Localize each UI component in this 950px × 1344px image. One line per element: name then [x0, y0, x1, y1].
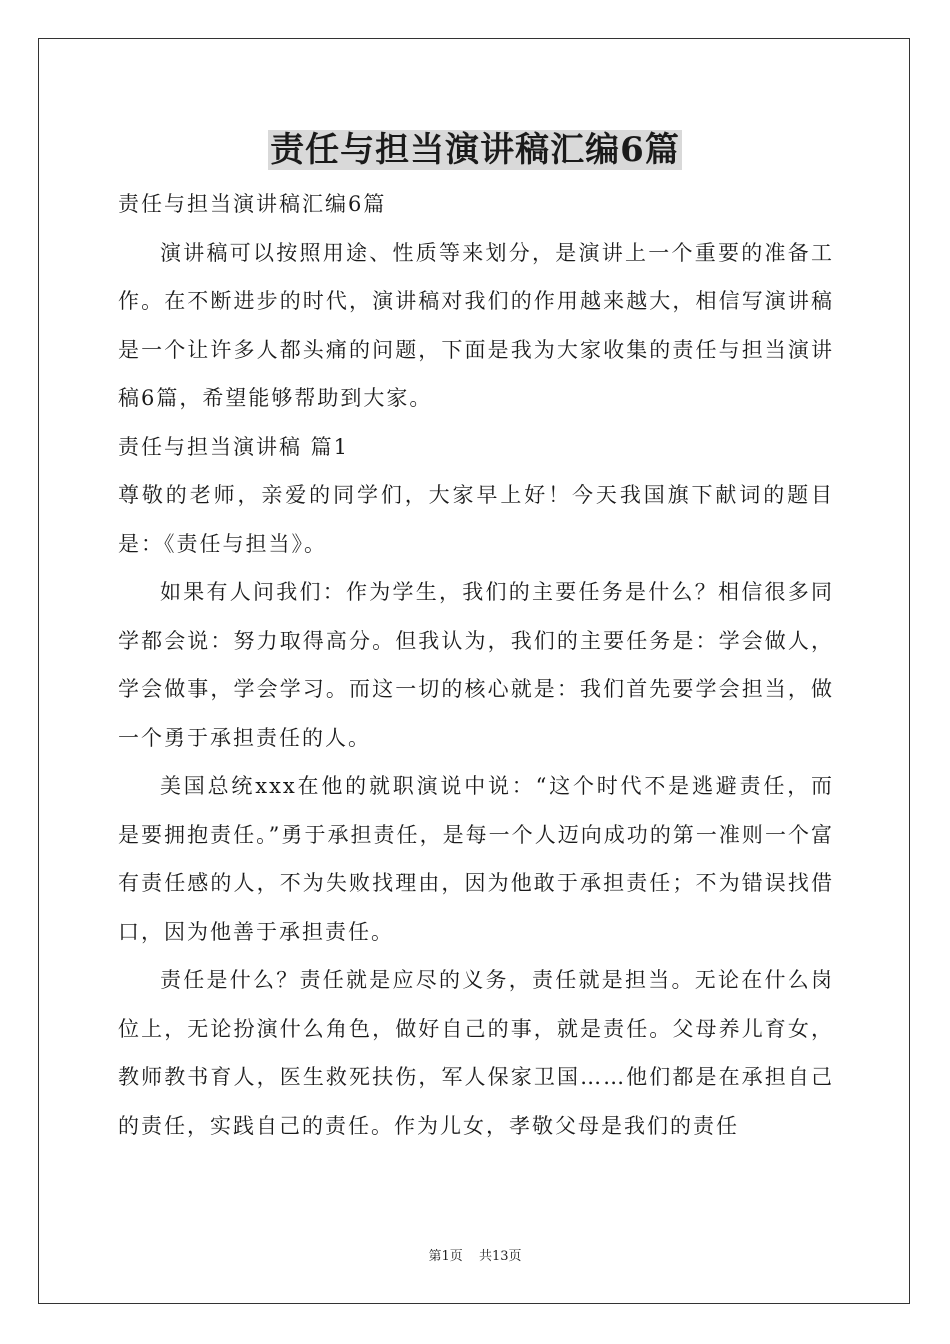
- page-number: 第1页: [428, 1249, 463, 1264]
- document-title: [0, 128, 950, 172]
- page-footer: [0, 1248, 950, 1266]
- section-heading-1: 责任与担当演讲稿 篇1: [118, 434, 350, 459]
- paragraph-greeting: 尊敬的老师，亲爱的同学们，大家早上好！今天我国旗下献词的题目是：《责任与担当》。: [118, 483, 834, 556]
- paragraph-subtitle: 责任与担当演讲稿汇编6篇: [118, 192, 387, 216]
- document-title-text: 责任与担当演讲稿汇编6篇: [270, 130, 680, 170]
- paragraph-responsibility: 责任是什么？责任就是应尽的义务，责任就是担当。无论在什么岗位上，无论扮演什么角色，做好自己的事，就是责任。父母养儿育女，教师教书育人，医生救死扶伤，军人保家卫国……他们都是在承担自己的责任，实践自己的责任。作为儿女，孝敬父母是我们的责任: [118, 968, 834, 1138]
- paragraph-quote: 美国总统xxx在他的就职演说中说：“这个时代不是逃避责任，而是要拥抱责任。”勇于承担责任，是每一个人迈向成功的第一准则一个富有责任感的人，不为失败找理由，因为他敢于承担责任；不为错误找借口，因为他善于承担责任。: [118, 774, 834, 944]
- paragraph-task: 如果有人问我们：作为学生，我们的主要任务是什么？相信很多同学都会说：努力取得高分。但我认为，我们的主要任务是：学会做人，学会做事，学会学习。而这一切的核心就是：我们首先要学会担当，做一个勇于承担责任的人。: [118, 580, 834, 750]
- document-body: [118, 180, 834, 1150]
- paragraph-intro: 演讲稿可以按照用途、性质等来划分，是演讲上一个重要的准备工作。在不断进步的时代，演讲稿对我们的作用越来越大，相信写演讲稿是一个让许多人都头痛的问题，下面是我为大家收集的责任与担当演讲稿6篇，希望能够帮助到大家。: [118, 240, 834, 410]
- page-total: 共13页: [478, 1249, 522, 1264]
